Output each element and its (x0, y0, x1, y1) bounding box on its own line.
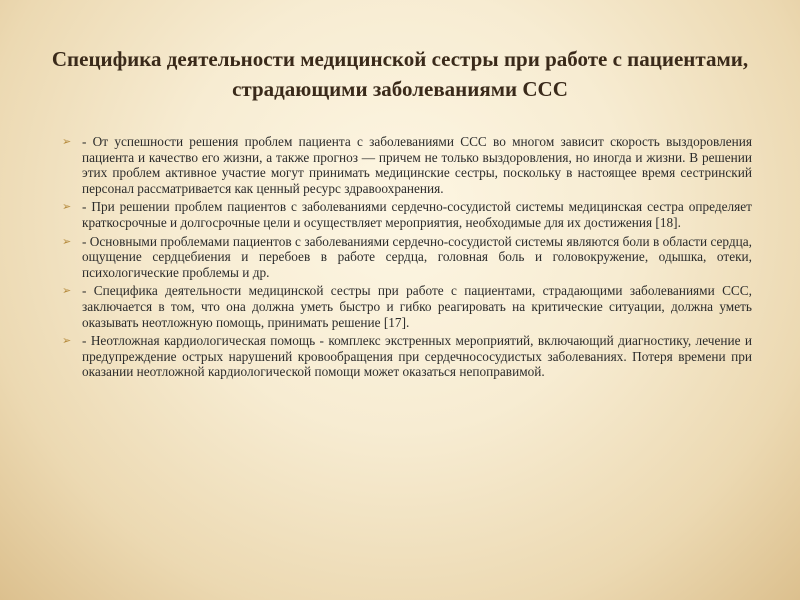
bullet-text: - При решении проблем пациентов с заболеваниями сердечно-сосудистой системы медицинская сестра определяет краткосрочные и долгосрочные цели и осуществляет мероприятия, необходимые для их достижения [18]. (82, 199, 752, 230)
bullet-item (62, 134, 752, 196)
bullet-text: - От успешности решения проблем пациента с заболеваниями ССС во многом зависит скорость выздоровления пациента и качество его жизни, а также прогноз — причем не только выздоровления, но иногда и жизни. В решении этих проблем активное участие могут принимать медицинские сестры, поскольку в настоящее время сестринский персонал рассматривается как ценный ресурс здравоохранения. (82, 134, 752, 196)
arrow-bullet-icon: ➢ (62, 334, 72, 348)
bullet-text: - Основными проблемами пациентов с заболеваниями сердечно-сосудистой системы являются боли в области сердца, ощущение сердцебиения и перебоев в работе сердца, головная боль и головокружение, одышка, отеки, психологические проблемы и др. (82, 233, 752, 280)
arrow-bullet-icon: ➢ (62, 284, 72, 298)
bullet-text: - Неотложная кардиологическая помощь - комплекс экстренных мероприятий, включающий диагностику, лечение и предупреждение острых нарушений кровообращения при сердечнососудистых заболеваниях. Потеря времени при оказании неотложной кардиологической помощи может оказаться непоправимой. (82, 333, 752, 380)
bullet-item (62, 234, 752, 281)
bullet-item (62, 333, 752, 380)
bullet-item (62, 199, 752, 230)
arrow-bullet-icon: ➢ (62, 135, 72, 148)
slide-title: Специфика деятельности медицинской сестры при работе с пациентами, страдающими заболеваниями ССС (51, 47, 749, 101)
arrow-bullet-icon: ➢ (62, 200, 72, 214)
slide-body (62, 134, 752, 383)
bullet-text: - Специфика деятельности медицинской сестры при работе с пациентами, страдающими заболеваниями ССС, заключается в том, что она должна уметь быстро и гибко реагировать на критические ситуации, должна уметь оказывать неотложную помощь, принимать решение [17]. (82, 283, 752, 330)
bullet-item (62, 283, 752, 330)
arrow-bullet-icon: ➢ (62, 234, 72, 248)
